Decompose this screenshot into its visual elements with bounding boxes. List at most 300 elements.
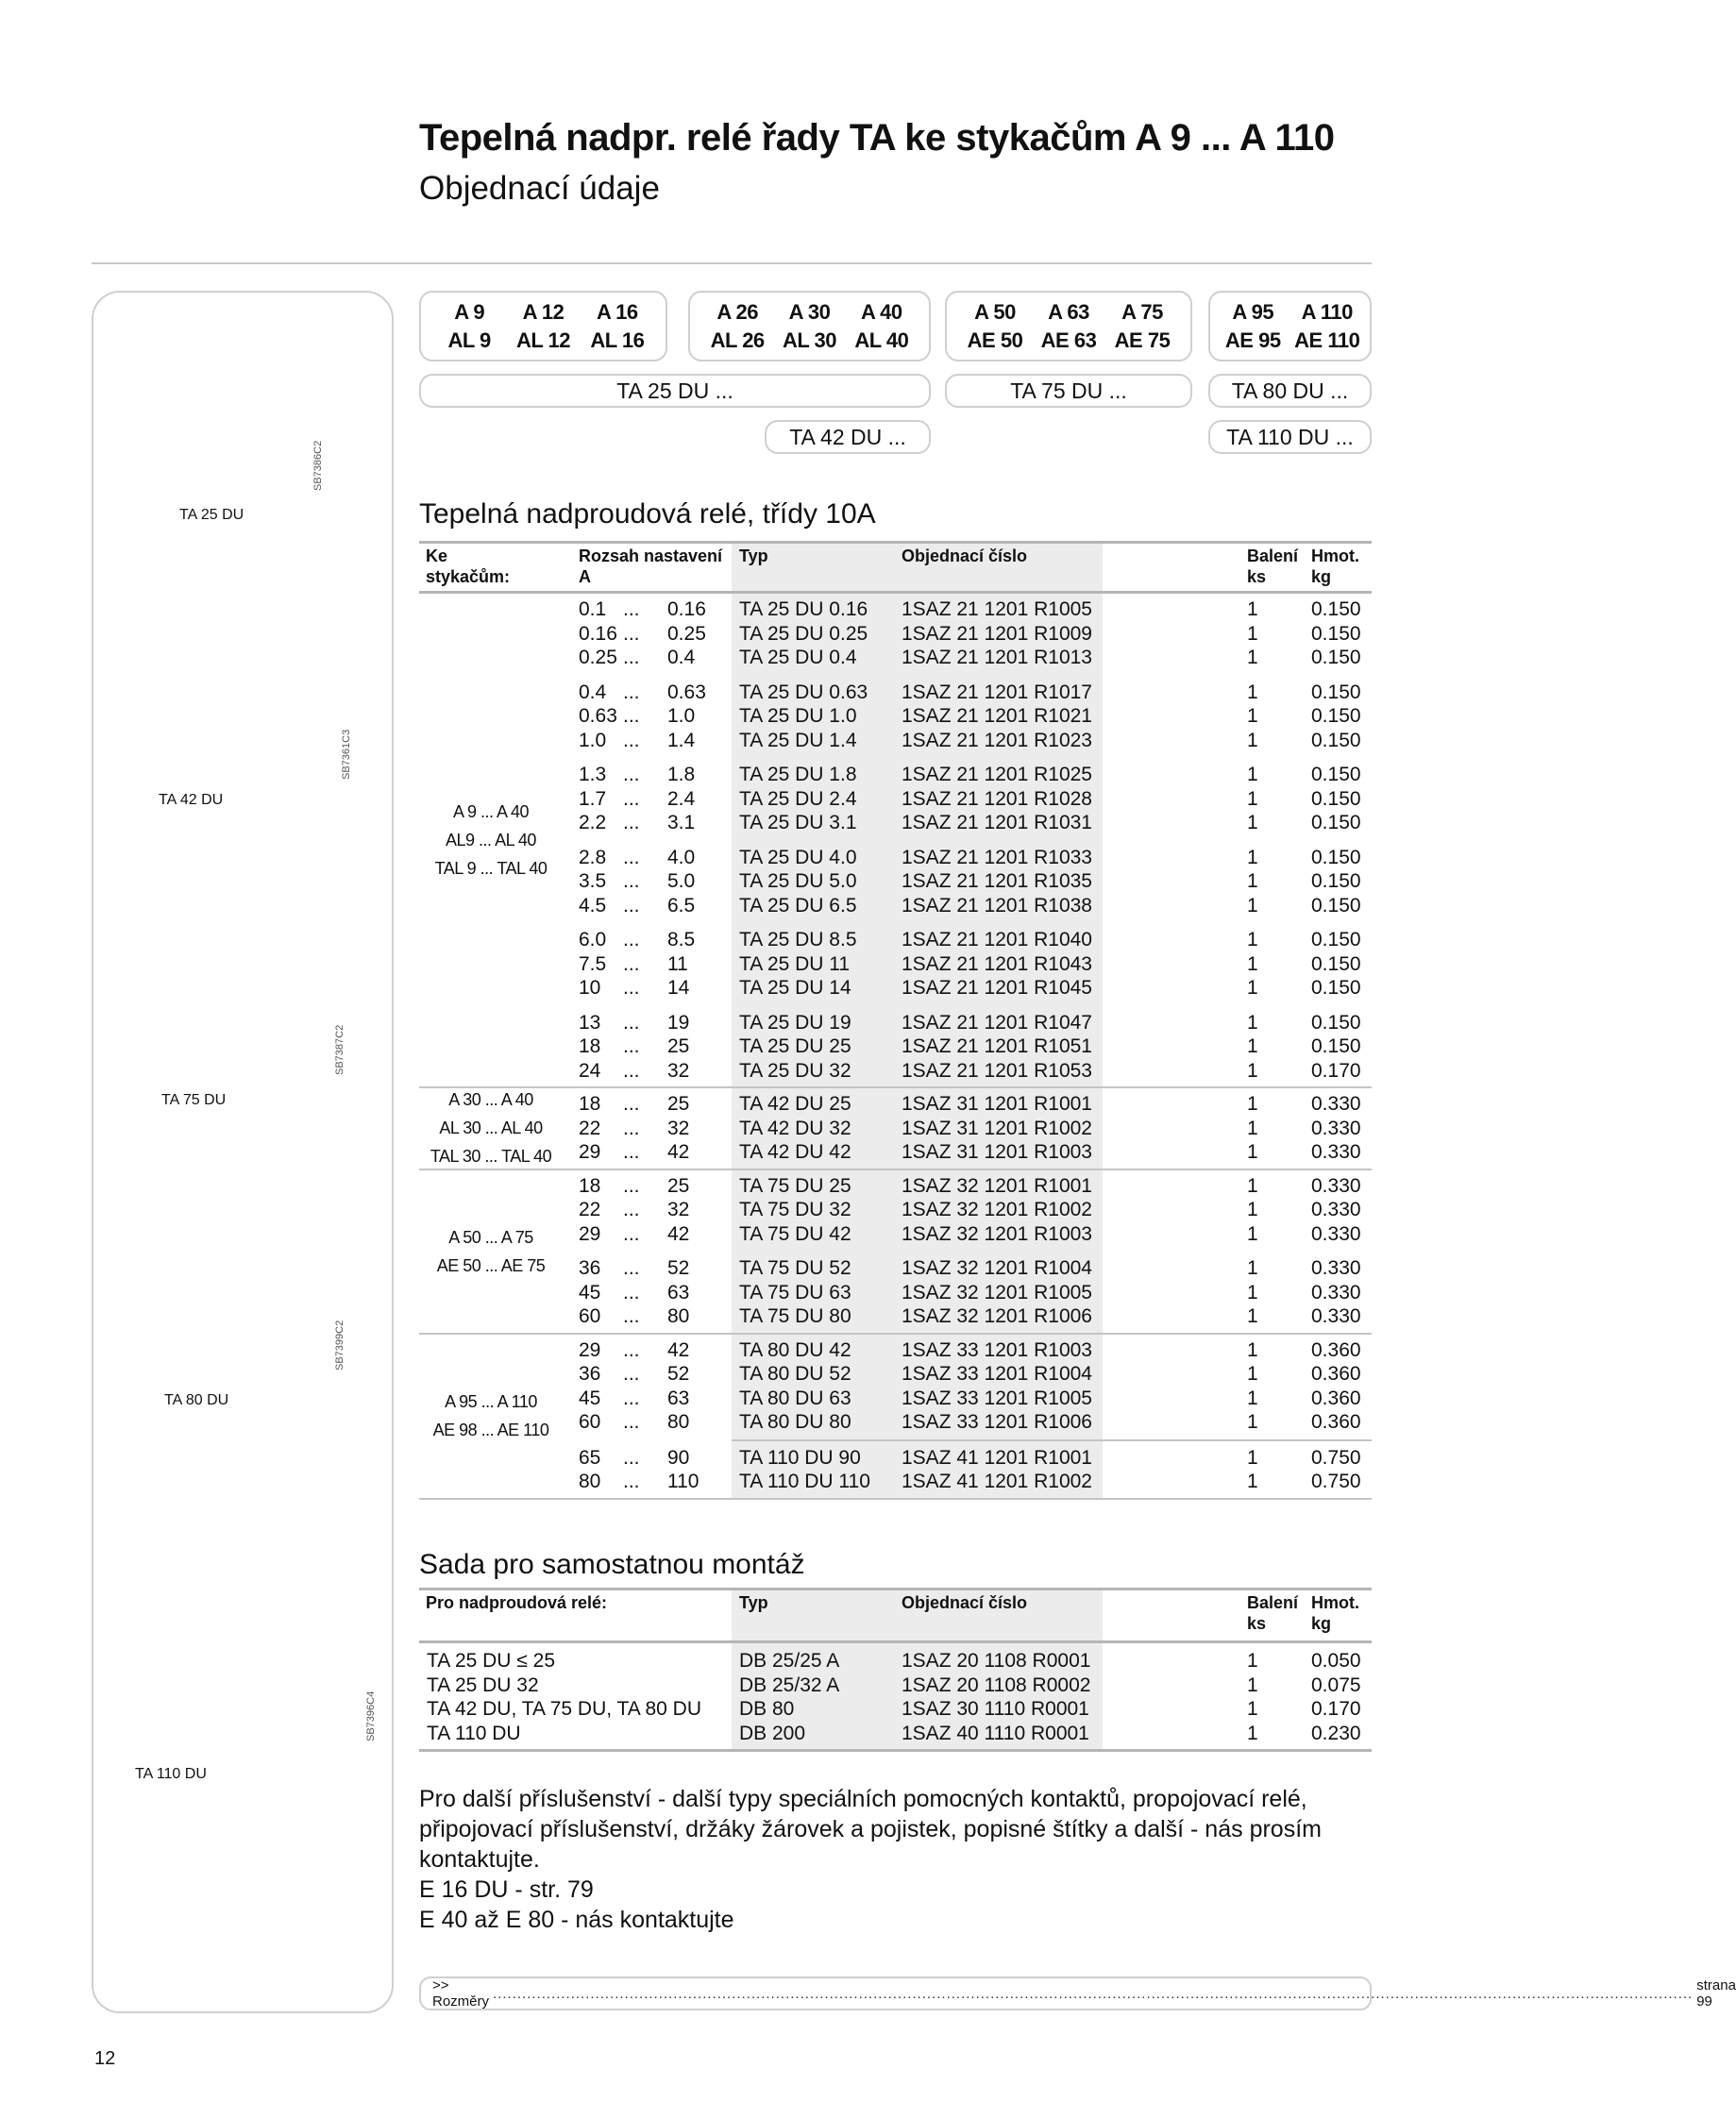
table-row	[419, 763, 1372, 787]
table-header	[419, 1590, 1372, 1640]
range-to: 1.4	[667, 729, 696, 751]
contactor-range-label: TAL 9 ... TAL 40	[434, 859, 548, 878]
contactor-label: A 12	[522, 299, 565, 324]
table-body	[419, 594, 1372, 1500]
header-range: Rozsah nastavení	[579, 547, 723, 565]
page-subtitle: Objednací údaje	[419, 170, 660, 207]
range-to: 14	[667, 977, 690, 999]
header-order: Objednací číslo	[902, 547, 1028, 565]
range-dots: ...	[623, 929, 640, 950]
range-to: 5.0	[667, 870, 696, 892]
range-dots: ...	[623, 729, 640, 751]
group-divider	[419, 1498, 1372, 1500]
order-number: 1SAZ 32 1201 R1004	[902, 1257, 1092, 1279]
pack-qty: 1	[1247, 1011, 1258, 1034]
pack-qty: 1	[1247, 1222, 1258, 1245]
note-line: E 16 DU - str. 79	[419, 1876, 594, 1903]
pack-qty: 1	[1247, 681, 1258, 703]
order-number: 1SAZ 21 1201 R1013	[902, 647, 1092, 668]
range-to: 0.63	[667, 681, 706, 703]
header-pack: ks	[1247, 567, 1267, 586]
note-line: připojovací příslušenství, držáky žárovek a pojistek, popisné štítky a další - nás prosím	[419, 1816, 1322, 1842]
table-row	[419, 1140, 1372, 1165]
pack-qty: 1	[1247, 1363, 1258, 1385]
order-number: 1SAZ 33 1201 R1005	[902, 1387, 1092, 1409]
order-number: 1SAZ 21 1201 R1028	[902, 787, 1092, 810]
type-cell: TA 110 DU 110	[739, 1471, 870, 1492]
header-typ: Typ	[739, 1593, 768, 1612]
range-to: 42	[667, 1222, 690, 1245]
spacer	[419, 787, 579, 812]
weight: 0.330	[1311, 1305, 1361, 1327]
range-from: 22	[579, 1117, 601, 1139]
pack-qty: 1	[1247, 1471, 1258, 1492]
leader-dots: ......................................................................................................................................................................................................................................................	[493, 1985, 1694, 2002]
contactor-label: AL 12	[515, 328, 570, 352]
range-dots: ...	[623, 622, 640, 645]
type-cell: TA 25 DU 3.1	[739, 812, 857, 833]
order-number: 1SAZ 32 1201 R1002	[902, 1199, 1092, 1220]
header-order: Objednací číslo	[902, 1593, 1028, 1612]
order-number: 1SAZ 21 1201 R1045	[902, 977, 1092, 999]
range-dots: ...	[623, 681, 640, 703]
contactor-label: A 95	[1232, 299, 1274, 324]
table-row	[419, 681, 1372, 705]
type-cell: TA 80 DU 52	[739, 1363, 851, 1385]
range-from: 24	[579, 1059, 601, 1082]
contactor-range-label: AL9 ... AL 40	[446, 831, 536, 849]
range-dots: ...	[623, 1059, 640, 1082]
contactor-label: A 30	[788, 299, 831, 324]
order-number: 1SAZ 31 1201 R1001	[902, 1093, 1092, 1115]
range-from: 29	[579, 1338, 601, 1361]
type-cell: TA 25 DU 32	[739, 1059, 851, 1082]
order-number: 1SAZ 32 1201 R1006	[902, 1305, 1092, 1327]
page-reference[interactable]: strana 99	[1696, 1977, 1736, 2010]
table-row	[419, 869, 1372, 894]
order-number: 1SAZ 31 1201 R1002	[902, 1117, 1092, 1139]
order-number: 1SAZ 21 1201 R1043	[902, 952, 1092, 975]
weight: 0.150	[1311, 870, 1361, 892]
page-title: Tepelná nadpr. relé řady TA ke stykačům A 9 ... A 110	[419, 117, 1335, 159]
weight: 0.360	[1311, 1363, 1361, 1385]
contactor-range-label: TAL 30 ... TAL 40	[430, 1147, 552, 1167]
contactor-label: AL 30	[782, 328, 836, 352]
table-body	[419, 1643, 1372, 1749]
table-row	[419, 1410, 1372, 1435]
table-row	[419, 1281, 1372, 1305]
order-number: 1SAZ 21 1201 R1051	[902, 1035, 1092, 1057]
order-number: 1SAZ 21 1201 R1023	[902, 729, 1092, 751]
range-dots: ...	[623, 1199, 640, 1220]
header-weight: Hmot.	[1311, 547, 1359, 565]
range-from: 0.1	[579, 598, 607, 620]
contactor-group	[419, 594, 1372, 1086]
spacer	[419, 1256, 579, 1281]
type-cell: TA 25 DU 1.8	[739, 764, 857, 785]
range-to: 80	[667, 1411, 690, 1433]
range-to: 63	[667, 1387, 690, 1409]
pack-qty: 1	[1247, 952, 1258, 975]
range-from: 22	[579, 1199, 601, 1220]
order-number: 1SAZ 20 1108 R0001	[902, 1650, 1091, 1672]
divider	[92, 262, 1372, 264]
range-dots: ...	[623, 1117, 640, 1139]
type-cell: TA 25 DU 2.4	[739, 787, 857, 810]
order-number: 1SAZ 33 1201 R1003	[902, 1338, 1092, 1361]
dimensions-link[interactable]	[419, 1976, 1736, 2010]
pack-qty: 1	[1247, 647, 1258, 668]
order-number: 1SAZ 33 1201 R1006	[902, 1411, 1092, 1433]
weight: 0.330	[1311, 1093, 1361, 1115]
weight: 0.330	[1311, 1141, 1361, 1163]
header-weight: Hmot.	[1311, 1593, 1359, 1612]
relay-cell: TA 25 DU ≤ 25	[427, 1650, 556, 1672]
type-cell: TA 42 DU 32	[739, 1117, 851, 1139]
spacer	[419, 622, 579, 647]
spacer	[419, 1410, 579, 1435]
image-code: SB7387C2	[334, 1024, 346, 1075]
range-to: 25	[667, 1035, 690, 1057]
order-number: 1SAZ 31 1201 R1003	[902, 1141, 1092, 1163]
header-weight: kg	[1311, 1614, 1332, 1633]
table-row	[419, 1338, 1372, 1363]
sidebar-label: TA 25 DU	[179, 507, 244, 523]
table-row	[419, 811, 1372, 835]
contactor-label: AE 95	[1224, 328, 1281, 352]
weight: 0.150	[1311, 1011, 1361, 1034]
spacer	[419, 1092, 579, 1117]
table-row	[419, 622, 1372, 647]
range-to: 0.4	[667, 647, 696, 668]
relay-range-pill: TA 110 DU ...	[1208, 420, 1372, 454]
range-to: 80	[667, 1305, 690, 1327]
range-dots: ...	[623, 1257, 640, 1279]
spacer	[419, 952, 579, 977]
weight: 0.150	[1311, 952, 1361, 975]
range-to: 6.5	[667, 894, 696, 917]
type-cell: TA 75 DU 42	[739, 1222, 851, 1245]
pack-qty: 1	[1247, 894, 1258, 917]
order-number: 1SAZ 40 1110 R0001	[902, 1722, 1089, 1744]
range-to: 0.25	[667, 622, 706, 645]
relay-table	[419, 541, 1372, 1500]
table-header	[419, 544, 1372, 591]
type-cell: TA 75 DU 32	[739, 1199, 851, 1220]
range-to: 3.1	[667, 812, 696, 833]
range-from: 2.2	[579, 812, 607, 833]
order-number: 1SAZ 33 1201 R1004	[902, 1363, 1092, 1385]
table-row	[419, 894, 1372, 918]
weight: 0.150	[1311, 764, 1361, 785]
spacer	[419, 729, 579, 753]
type-cell: TA 25 DU 25	[739, 1035, 851, 1057]
order-number: 1SAZ 21 1201 R1038	[902, 894, 1092, 917]
pack-qty: 1	[1247, 1387, 1258, 1409]
table-row	[419, 1304, 1372, 1329]
weight: 0.150	[1311, 647, 1361, 668]
pack-qty: 1	[1247, 787, 1258, 810]
table-row	[419, 729, 1372, 753]
pack-qty: 1	[1247, 812, 1258, 833]
contactor-label: A 110	[1301, 299, 1353, 324]
spacer	[419, 597, 579, 622]
spacer	[419, 1281, 579, 1305]
type-cell: DB 25/32 A	[739, 1673, 840, 1696]
range-from: 1.7	[579, 787, 607, 810]
type-cell: TA 42 DU 42	[739, 1141, 851, 1163]
header-pack: ks	[1247, 1614, 1267, 1633]
weight: 0.360	[1311, 1411, 1361, 1433]
range-dots: ...	[623, 952, 640, 975]
type-cell: TA 25 DU 0.25	[739, 622, 868, 645]
range-dots: ...	[623, 647, 640, 668]
page-number: 12	[94, 2048, 116, 2069]
pack-qty: 1	[1247, 1093, 1258, 1115]
spacer	[419, 1387, 579, 1411]
weight: 0.150	[1311, 729, 1361, 751]
sidebar-label: TA 42 DU	[159, 792, 224, 808]
order-number: 1SAZ 41 1201 R1001	[902, 1446, 1092, 1469]
pack-qty: 1	[1247, 929, 1258, 950]
range-to: 42	[667, 1338, 690, 1361]
range-dots: ...	[623, 1338, 640, 1361]
table-row	[419, 1256, 1372, 1281]
table-row	[419, 1011, 1372, 1035]
pack-qty: 1	[1247, 598, 1258, 620]
spacer	[419, 1198, 579, 1222]
weight: 0.360	[1311, 1338, 1361, 1361]
weight: 0.150	[1311, 681, 1361, 703]
range-from: 45	[579, 1387, 601, 1409]
pack-qty: 1	[1247, 622, 1258, 645]
type-cell: TA 25 DU 6.5	[739, 894, 857, 917]
range-to: 32	[667, 1199, 690, 1220]
spacer	[419, 1059, 579, 1084]
pack-qty: 1	[1247, 1141, 1258, 1163]
image-code: SB7386C2	[312, 440, 324, 491]
note-line: Pro další příslušenství - další typy speciálních pomocných kontaktů, propojovací relé,	[419, 1786, 1307, 1812]
spacer	[419, 846, 579, 870]
contactor-label: A 9	[454, 299, 485, 324]
table-rule	[419, 1640, 1372, 1643]
contactor-range-label: A 95 ... A 110	[445, 1392, 537, 1411]
spacer	[419, 894, 579, 918]
order-number: 1SAZ 21 1201 R1009	[902, 622, 1092, 645]
range-to: 90	[667, 1446, 690, 1469]
header-pack: Balení	[1247, 1593, 1299, 1612]
type-cell: TA 25 DU 1.4	[739, 729, 857, 751]
table-row	[419, 787, 1372, 812]
contactor-label: A 50	[974, 299, 1016, 324]
range-dots: ...	[623, 1222, 640, 1245]
order-number: 1SAZ 21 1201 R1005	[902, 598, 1092, 620]
spacer	[419, 763, 579, 787]
order-number: 1SAZ 21 1201 R1017	[902, 681, 1092, 703]
pack-qty: 1	[1247, 1411, 1258, 1433]
weight: 0.150	[1311, 812, 1361, 833]
pack-qty: 1	[1247, 1199, 1258, 1220]
range-dots: ...	[623, 1174, 640, 1197]
type-cell: TA 80 DU 42	[739, 1338, 851, 1361]
table-row	[419, 1222, 1372, 1247]
pack-qty: 1	[1247, 1035, 1258, 1057]
range-from: 13	[579, 1011, 601, 1034]
header-ke: stykačům:	[426, 567, 511, 586]
range-to: 0.16	[667, 598, 706, 620]
pack-qty: 1	[1247, 705, 1258, 727]
order-number: 1SAZ 21 1201 R1031	[902, 812, 1092, 833]
type-cell: DB 200	[739, 1722, 806, 1744]
contactor-label: AL 26	[710, 328, 765, 352]
range-from: 2.8	[579, 846, 607, 868]
order-number: 1SAZ 21 1201 R1025	[902, 764, 1092, 785]
contactor-label: AL 16	[590, 328, 645, 352]
spacer	[419, 1117, 579, 1141]
range-from: 18	[579, 1093, 601, 1115]
range-from: 60	[579, 1305, 601, 1327]
spacer	[419, 704, 579, 729]
header-ke: Ke	[426, 547, 448, 565]
order-number: 1SAZ 21 1201 R1021	[902, 705, 1092, 727]
range-to: 19	[667, 1011, 690, 1034]
contactor-label: A 40	[861, 299, 902, 324]
range-from: 18	[579, 1174, 601, 1197]
range-dots: ...	[623, 894, 640, 917]
pack-qty: 1	[1247, 870, 1258, 892]
spacer	[419, 1304, 579, 1329]
weight: 0.150	[1311, 705, 1361, 727]
pack-qty: 1	[1247, 1305, 1258, 1327]
range-dots: ...	[623, 764, 640, 785]
weight: 0.150	[1311, 622, 1361, 645]
pack-qty: 1	[1247, 729, 1258, 751]
weight: 0.150	[1311, 1035, 1361, 1057]
range-from: 7.5	[579, 952, 607, 975]
pack-qty: 1	[1247, 1117, 1258, 1139]
range-from: 45	[579, 1281, 601, 1303]
contactor-label: A 16	[597, 299, 638, 324]
relay-cell: TA 110 DU	[427, 1722, 521, 1744]
range-dots: ...	[623, 1471, 640, 1492]
type-cell: TA 25 DU 0.4	[739, 647, 857, 668]
range-to: 52	[667, 1257, 690, 1279]
section-title: Sada pro samostatnou montáž	[419, 1549, 805, 1580]
table-row	[419, 928, 1372, 952]
contactor-label: AE 63	[1040, 328, 1097, 352]
order-number: 1SAZ 32 1201 R1003	[902, 1222, 1092, 1245]
type-cell: TA 75 DU 80	[739, 1305, 851, 1327]
range-dots: ...	[623, 846, 640, 868]
weight: 0.360	[1311, 1387, 1361, 1409]
type-cell: TA 25 DU 1.0	[739, 705, 857, 727]
table-row	[419, 1697, 1372, 1722]
table-row	[419, 1722, 1372, 1746]
image-code: SB7361C3	[341, 729, 352, 780]
range-from: 0.63	[579, 705, 617, 727]
range-dots: ...	[623, 1411, 640, 1433]
contactor-label: AE 110	[1294, 328, 1360, 352]
spacer	[419, 869, 579, 894]
pack-qty: 1	[1247, 846, 1258, 868]
dimensions-link-label[interactable]: >> Rozměry	[432, 1977, 490, 2010]
order-number: 1SAZ 30 1110 R0001	[902, 1698, 1089, 1720]
pack-qty: 1	[1247, 1722, 1258, 1744]
header-typ: Typ	[739, 547, 768, 565]
pack-qty: 1	[1247, 764, 1258, 785]
range-dots: ...	[623, 787, 640, 810]
order-number: 1SAZ 21 1201 R1047	[902, 1011, 1092, 1034]
weight: 0.050	[1311, 1650, 1361, 1672]
range-dots: ...	[623, 1011, 640, 1034]
pack-qty: 1	[1247, 1446, 1258, 1469]
type-cell: TA 25 DU 19	[739, 1011, 851, 1034]
weight: 0.330	[1311, 1174, 1361, 1197]
range-from: 1.3	[579, 764, 607, 785]
range-from: 29	[579, 1222, 601, 1245]
pack-qty: 1	[1247, 1698, 1258, 1720]
spacer	[419, 1174, 579, 1199]
weight: 0.750	[1311, 1471, 1361, 1492]
contactor-label: AL 40	[854, 328, 909, 352]
table-row	[419, 1362, 1372, 1387]
contactor-label: A 26	[716, 299, 758, 324]
contactor-label: AL 9	[447, 328, 491, 352]
table-row	[419, 952, 1372, 977]
weight: 0.150	[1311, 787, 1361, 810]
order-number: 1SAZ 20 1108 R0002	[902, 1673, 1091, 1696]
order-number: 1SAZ 21 1201 R1053	[902, 1059, 1092, 1082]
range-from: 10	[579, 977, 601, 999]
range-to: 1.0	[667, 705, 696, 727]
image-code: SB7396C4	[365, 1690, 377, 1741]
weight: 0.330	[1311, 1257, 1361, 1279]
table-row	[419, 597, 1372, 622]
range-to: 1.8	[667, 764, 696, 785]
range-to: 25	[667, 1174, 690, 1197]
order-number: 1SAZ 41 1201 R1002	[902, 1471, 1092, 1492]
range-to: 52	[667, 1363, 690, 1385]
range-dots: ...	[623, 1305, 640, 1327]
spacer	[419, 1470, 579, 1494]
contactor-range-label: AE 50 ... AE 75	[436, 1255, 546, 1275]
header-range: A	[579, 567, 591, 586]
type-cell: TA 80 DU 80	[739, 1411, 851, 1433]
pack-qty: 1	[1247, 1338, 1258, 1361]
type-cell: TA 75 DU 52	[739, 1257, 851, 1279]
contactor-box	[1208, 291, 1372, 362]
order-number: 1SAZ 32 1201 R1005	[902, 1281, 1092, 1303]
order-number: 1SAZ 21 1201 R1033	[902, 846, 1092, 868]
weight: 0.330	[1311, 1222, 1361, 1245]
header-pro: Pro nadproudová relé:	[426, 1593, 608, 1612]
relay-cell: TA 42 DU, TA 75 DU, TA 80 DU	[427, 1698, 702, 1720]
table-rule	[419, 1749, 1372, 1752]
spacer	[419, 928, 579, 952]
range-dots: ...	[623, 705, 640, 727]
range-from: 65	[579, 1446, 601, 1469]
relay-cell: TA 25 DU 32	[427, 1673, 539, 1696]
contactor-range-label: AL 30 ... AL 40	[439, 1118, 543, 1138]
spacer	[419, 1034, 579, 1059]
type-cell: TA 75 DU 25	[739, 1174, 851, 1197]
order-number: 1SAZ 21 1201 R1035	[902, 870, 1092, 892]
table-row	[419, 846, 1372, 870]
note-line: E 40 až E 80 - nás kontaktujte	[419, 1907, 734, 1933]
range-dots: ...	[623, 1141, 640, 1163]
weight: 0.330	[1311, 1117, 1361, 1139]
table-row	[419, 1174, 1372, 1199]
